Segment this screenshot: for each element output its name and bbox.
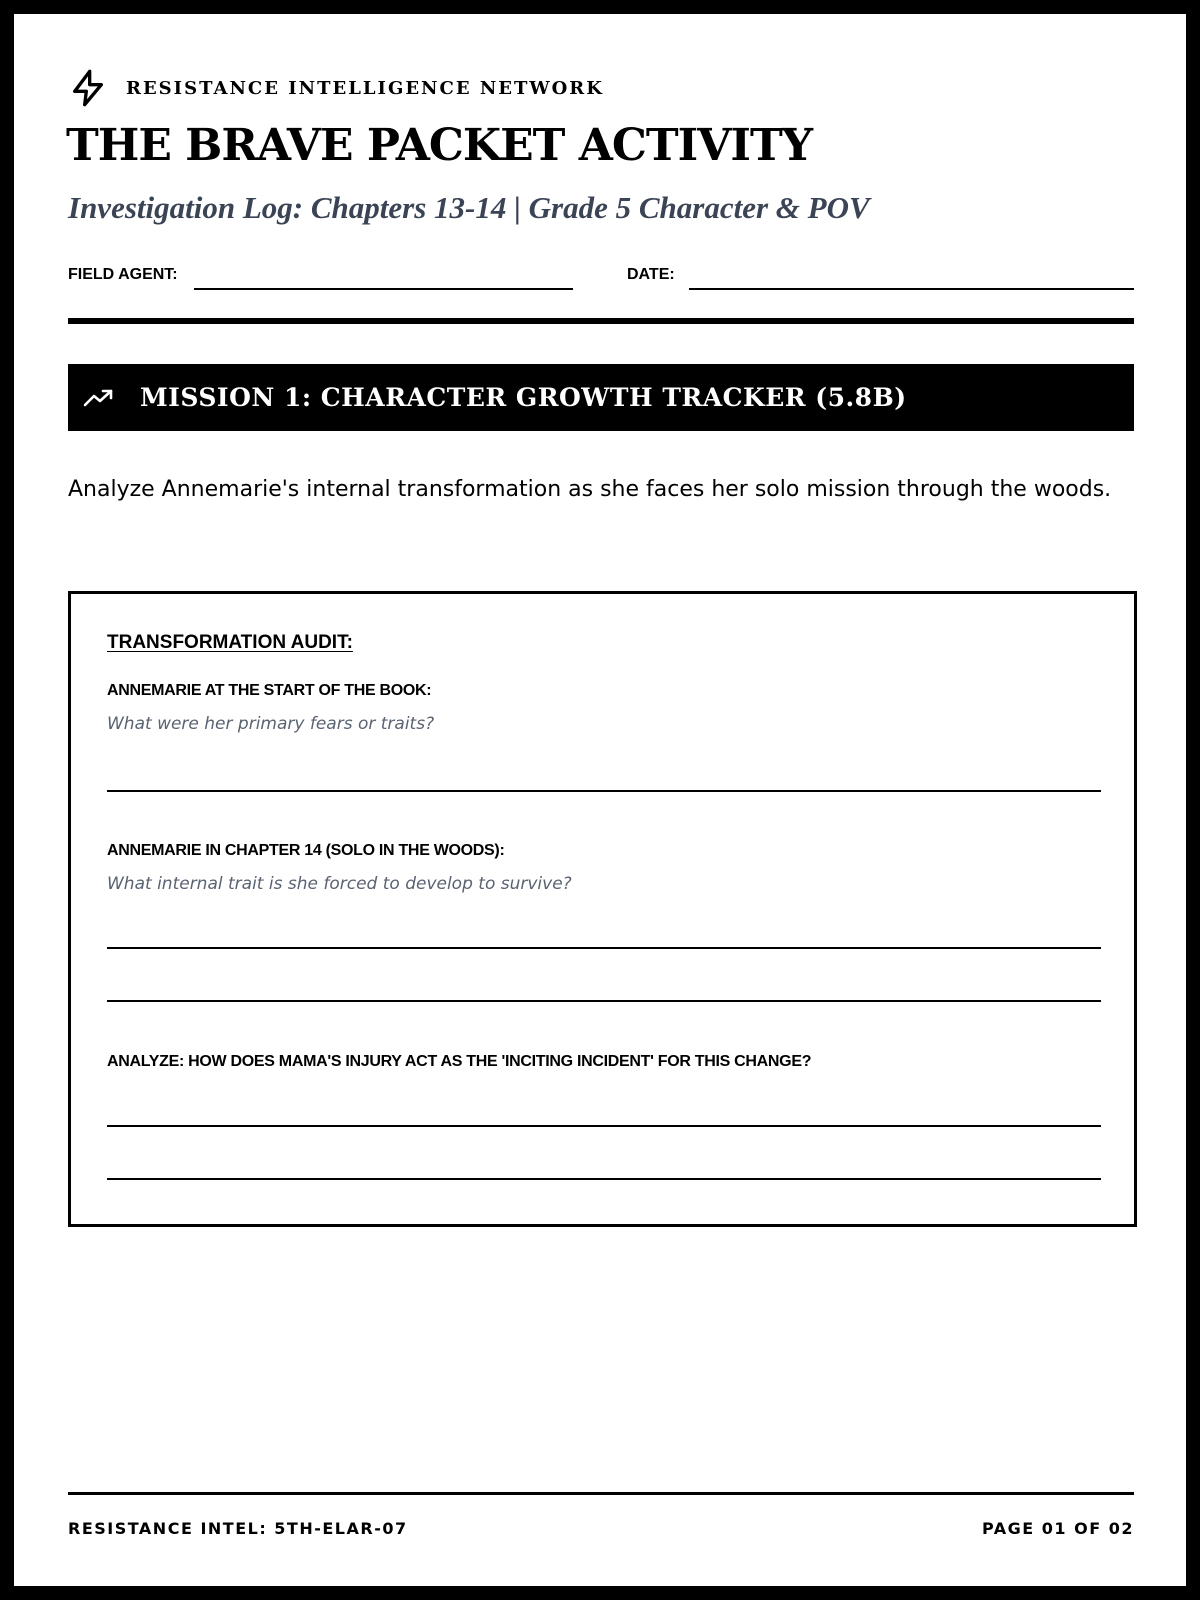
footer-divider (68, 1492, 1134, 1495)
field-agent-input-line[interactable] (194, 288, 573, 290)
brand-name: RESISTANCE INTELLIGENCE NETWORK (126, 77, 604, 99)
worksheet-page (14, 14, 1186, 1586)
page-title: THE BRAVE PACKET ACTIVITY (66, 120, 813, 171)
audit-heading: TRANSFORMATION AUDIT: (107, 632, 353, 653)
date-input-line[interactable] (689, 288, 1134, 290)
mission-title: MISSION 1: CHARACTER GROWTH TRACKER (5.8B) (140, 383, 907, 412)
page-subtitle: Investigation Log: Chapters 13-14 | Grade 5 Character & POV (68, 190, 870, 225)
field-agent-label: FIELD AGENT: (68, 266, 178, 283)
answer-line-start[interactable] (107, 790, 1101, 792)
question-chapter14-hint: What internal trait is she forced to develop to survive? (107, 874, 572, 894)
answer-line-analyze-1[interactable] (107, 1125, 1101, 1127)
lightning-bolt-icon (68, 68, 108, 108)
date-label: DATE: (627, 266, 675, 283)
answer-line-chapter14-1[interactable] (107, 947, 1101, 949)
header-divider (68, 318, 1134, 324)
footer-code: RESISTANCE INTEL: 5TH-ELAR-07 (68, 1519, 408, 1538)
answer-line-chapter14-2[interactable] (107, 1000, 1101, 1002)
page-number: PAGE 01 OF 02 (982, 1519, 1134, 1538)
mission-header (68, 364, 1134, 431)
brand-row (68, 68, 604, 108)
question-start-hint: What were her primary fears or traits? (107, 714, 435, 734)
answer-line-analyze-2[interactable] (107, 1178, 1101, 1180)
mission-intro: Analyze Annemarie's internal transformation as she faces her solo mission through the woods. (68, 477, 1112, 502)
question-chapter14-label: ANNEMARIE IN CHAPTER 14 (SOLO IN THE WOODS): (107, 842, 505, 859)
question-start-label: ANNEMARIE AT THE START OF THE BOOK: (107, 682, 432, 699)
trending-up-icon (82, 386, 116, 410)
transformation-audit-box (68, 591, 1137, 1227)
question-analyze-label: ANALYZE: HOW DOES MAMA'S INJURY ACT AS THE 'INCITING INCIDENT' FOR THIS CHANGE? (107, 1053, 812, 1070)
